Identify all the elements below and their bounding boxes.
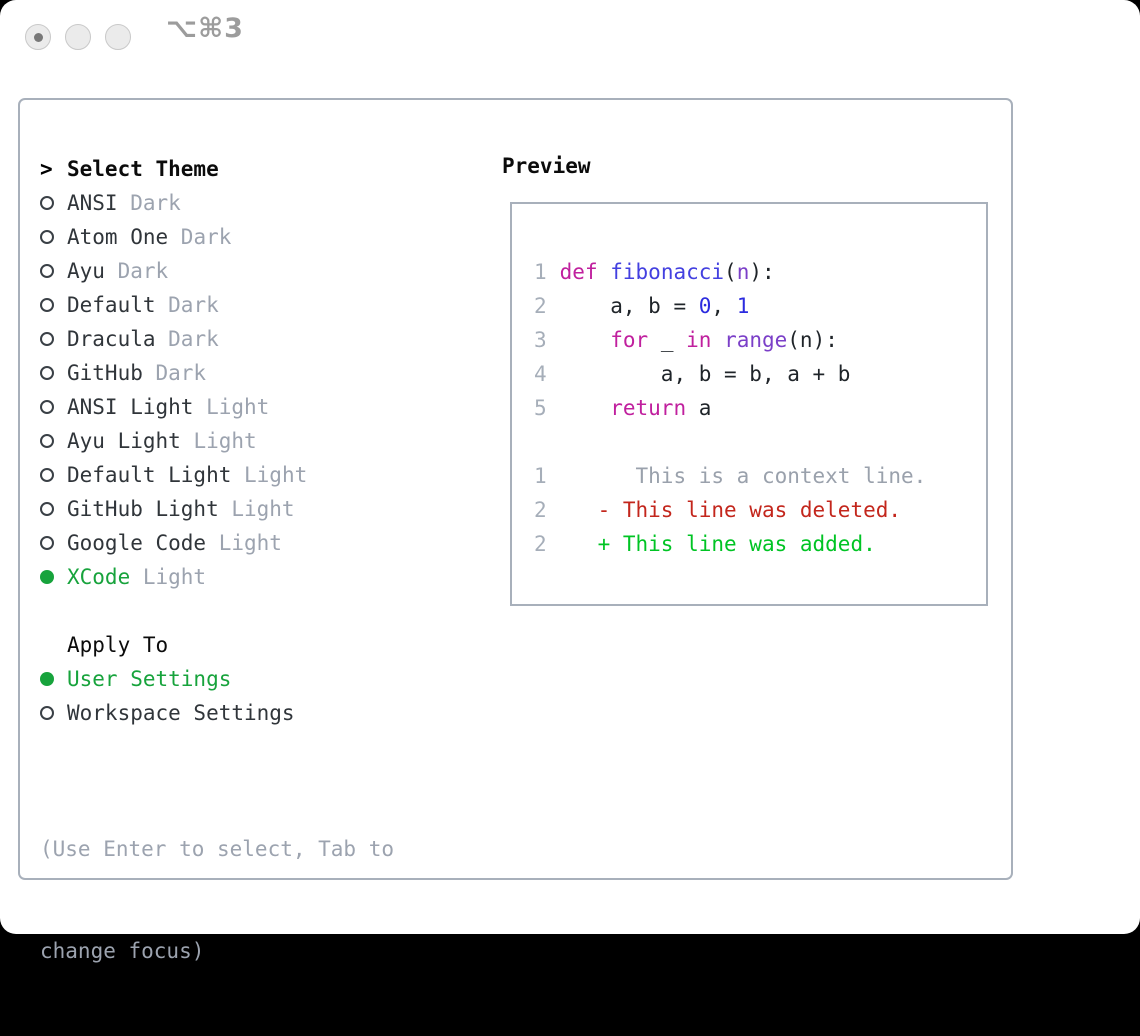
option-variant-label: Dark: [142, 361, 207, 385]
radio-unselected-icon: [40, 468, 54, 482]
option-label: GitHub Light: [67, 497, 219, 521]
line-number: 1: [534, 464, 547, 488]
line-number: 1: [534, 260, 547, 284]
theme-option-ansi-light[interactable]: [40, 390, 490, 424]
code-token: This is a context line.: [559, 464, 927, 488]
hint-text: [40, 764, 490, 1036]
theme-option-ayu[interactable]: [40, 254, 490, 288]
theme-option-ansi[interactable]: [40, 186, 490, 220]
radio-marker: [40, 400, 67, 414]
apply-to-header-row: [40, 628, 490, 662]
code-token: - This line was deleted.: [597, 498, 902, 522]
option-label: Workspace Settings: [67, 701, 295, 725]
theme-option-github[interactable]: [40, 356, 490, 390]
radio-selected-icon: [40, 570, 54, 584]
titlebar: [0, 0, 1140, 60]
hint-line-2: change focus): [40, 939, 205, 963]
theme-option-default[interactable]: [40, 288, 490, 322]
spacer-row: [40, 594, 490, 628]
code-line: [534, 493, 986, 527]
option-label: Atom One: [67, 225, 169, 249]
radio-selected-icon: [40, 672, 54, 686]
code-line: [534, 323, 986, 357]
traffic-light-close-button[interactable]: [25, 24, 51, 50]
code-token: [560, 498, 598, 522]
select-theme-header-row: [40, 152, 490, 186]
option-label: User Settings: [67, 667, 232, 691]
option-variant-label: Light: [231, 463, 308, 487]
line-number: 2: [534, 532, 547, 556]
code-token: n: [736, 260, 750, 284]
radio-marker: [40, 196, 67, 210]
apply-to-title: Apply To: [67, 633, 169, 657]
cursor-icon: >: [40, 157, 53, 181]
option-variant-label: Light: [130, 565, 207, 589]
window-shortcut-label: ⌥⌘3: [166, 13, 244, 44]
code-token: [560, 532, 598, 556]
radio-marker: [40, 706, 67, 720]
option-variant-label: Light: [193, 395, 270, 419]
code-token: + This line was added.: [597, 532, 876, 556]
option-label: ANSI Light: [67, 395, 194, 419]
code-token: in: [686, 328, 712, 352]
active-window-dot-icon: [34, 33, 43, 42]
preview-header: Preview: [502, 154, 591, 178]
line-number: 4: [534, 362, 547, 386]
code-token: def: [559, 260, 598, 284]
option-variant-label: Dark: [117, 191, 181, 215]
option-label: GitHub: [67, 361, 143, 385]
radio-marker: [40, 468, 67, 482]
theme-option-default-light[interactable]: [40, 458, 490, 492]
code-line: [534, 459, 986, 493]
code-token: range: [724, 328, 788, 352]
option-label: Default Light: [67, 463, 232, 487]
radio-marker: [40, 570, 67, 584]
option-label: Ayu Light: [67, 429, 181, 453]
radio-unselected-icon: [40, 332, 54, 346]
line-number: 5: [534, 396, 547, 420]
radio-marker: [40, 434, 67, 448]
radio-unselected-icon: [40, 366, 54, 380]
code-token: (n):: [787, 328, 838, 352]
code-token: [598, 260, 611, 284]
code-token: ):: [749, 260, 775, 284]
code-line: [534, 357, 986, 391]
code-token: 0: [698, 294, 712, 318]
code-preview: [534, 255, 986, 561]
spacer-row: [40, 730, 490, 764]
option-label: ANSI: [67, 191, 118, 215]
code-line: [534, 255, 986, 289]
traffic-light-maximize-button[interactable]: [105, 24, 131, 50]
code-token: return: [610, 396, 687, 420]
radio-marker: [40, 230, 67, 244]
radio-unselected-icon: [40, 298, 54, 312]
code-line: [534, 425, 986, 459]
theme-option-github-light[interactable]: [40, 492, 490, 526]
code-token: [560, 396, 611, 420]
line-number: 2: [534, 294, 547, 318]
code-line: [534, 391, 986, 425]
radio-marker: [40, 332, 67, 346]
theme-selector-column: [40, 152, 490, 1036]
theme-option-xcode[interactable]: [40, 560, 490, 594]
option-variant-label: Dark: [155, 293, 219, 317]
radio-marker: [40, 536, 67, 550]
radio-marker: [40, 264, 67, 278]
option-label: Default: [67, 293, 156, 317]
theme-list: [40, 186, 490, 594]
radio-unselected-icon: [40, 230, 54, 244]
apply-option-user-settings[interactable]: [40, 662, 490, 696]
traffic-light-minimize-button[interactable]: [65, 24, 91, 50]
line-number: 2: [534, 498, 547, 522]
option-variant-label: Light: [180, 429, 257, 453]
apply-to-options: [40, 662, 490, 730]
option-label: Dracula: [67, 327, 156, 351]
line-number: [534, 430, 547, 454]
code-token: [560, 328, 611, 352]
apply-option-workspace-settings[interactable]: [40, 696, 490, 730]
code-token: 1: [736, 294, 750, 318]
radio-unselected-icon: [40, 536, 54, 550]
radio-unselected-icon: [40, 196, 54, 210]
code-token: for: [610, 328, 649, 352]
preview-box: [510, 202, 988, 606]
code-token: a, b = b, a + b: [559, 362, 851, 386]
radio-unselected-icon: [40, 434, 54, 448]
select-theme-title: Select Theme: [67, 157, 219, 181]
option-variant-label: Dark: [168, 225, 232, 249]
code-token: fibonacci: [610, 260, 725, 284]
theme-picker-panel: [18, 98, 1013, 963]
radio-unselected-icon: [40, 706, 54, 720]
code-line: [534, 527, 986, 561]
radio-unselected-icon: [40, 502, 54, 516]
radio-marker: [40, 672, 67, 686]
option-variant-label: Light: [206, 531, 282, 555]
code-token: a, b =: [559, 294, 699, 318]
option-variant-label: Dark: [155, 327, 219, 351]
hint-line-1: (Use Enter to select, Tab to: [40, 837, 395, 861]
option-variant-label: Light: [218, 497, 295, 521]
code-token: a: [686, 396, 712, 420]
code-token: (: [724, 260, 737, 284]
option-label: XCode: [67, 565, 131, 589]
option-label: Ayu: [67, 259, 105, 283]
theme-option-dracula[interactable]: [40, 322, 490, 356]
radio-unselected-icon: [40, 400, 54, 414]
theme-option-atom-one[interactable]: [40, 220, 490, 254]
radio-marker: [40, 366, 67, 380]
radio-unselected-icon: [40, 264, 54, 278]
code-line: [534, 289, 986, 323]
radio-marker: [40, 502, 67, 516]
code-token: _: [648, 328, 687, 352]
theme-option-ayu-light[interactable]: [40, 424, 490, 458]
radio-marker: [40, 298, 67, 312]
option-variant-label: Dark: [104, 259, 169, 283]
option-label: Google Code: [67, 531, 207, 555]
theme-option-google-code[interactable]: [40, 526, 490, 560]
line-number: 3: [534, 328, 547, 352]
code-token: [711, 328, 724, 352]
code-token: ,: [711, 294, 737, 318]
